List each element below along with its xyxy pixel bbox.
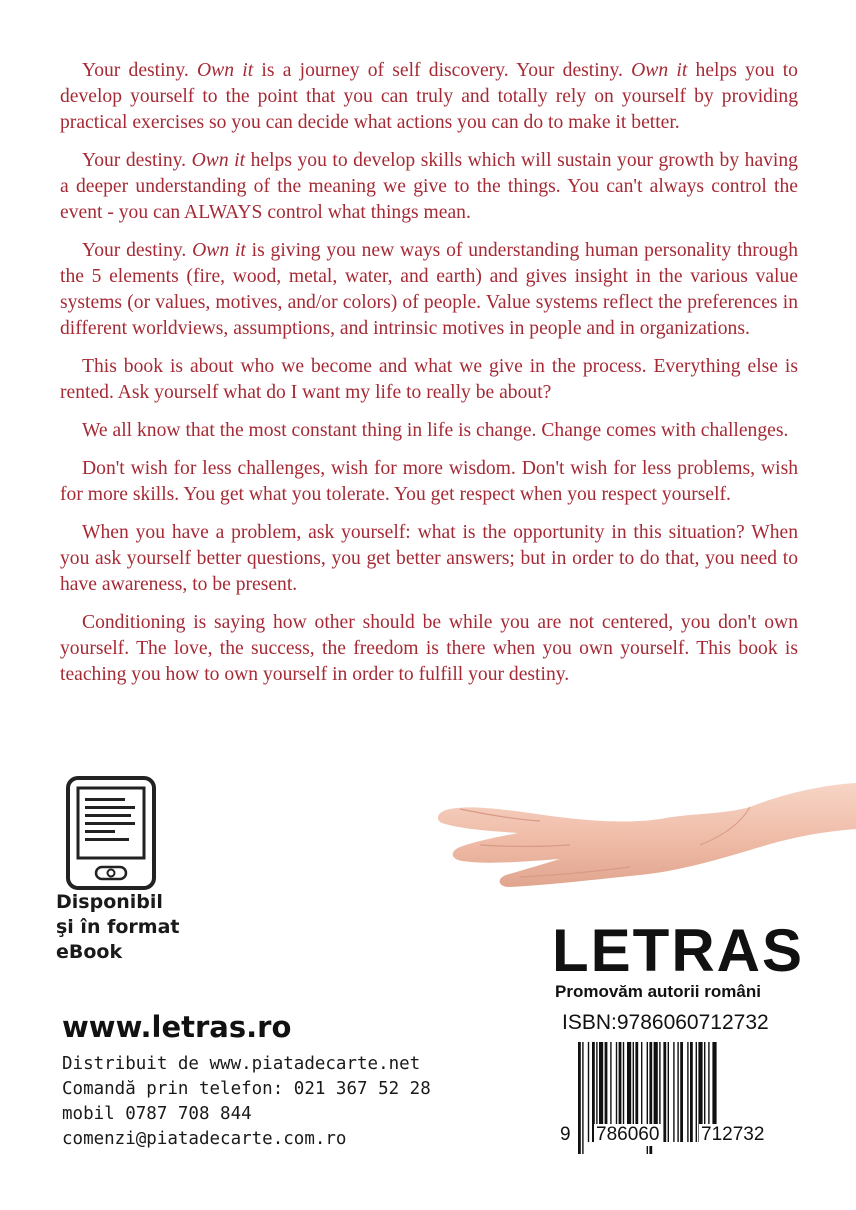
paragraph-2: Your destiny. Own it helps you to develop skills which will sustain your growth by having a deeper understanding of the meaning we give to the things. You can't always control the event - you can ALWAYS control what things mean. xyxy=(60,150,798,223)
barcode-bar xyxy=(673,1042,674,1142)
publisher-website: www.letras.ro xyxy=(62,1010,292,1044)
barcode-bar xyxy=(687,1042,688,1142)
paragraph-3: Your destiny. Own it is giving you new ways of understanding human personality through the 5 elements (fire, wood, metal, water, and earth) and gives insight in the various value systems (or values, motives, and/or colors) of people. Value systems reflect the preferences in different worldviews, assumptions, and intrinsic motives in people and in organizations. xyxy=(60,240,798,339)
book-description xyxy=(60,58,798,700)
italic-title: Own it xyxy=(191,150,246,171)
ereader-icon xyxy=(66,776,156,890)
ebook-availability: Disponibil şi în format eBook xyxy=(56,891,180,963)
paragraph-1: Your destiny. Own it is a journey of self discovery. Your destiny. Own it helps you to develop yourself to the point that you can truly and totally rely on yourself by providing practical exercises so you can decide what actions you can do to make it better. xyxy=(60,60,798,133)
paragraph-4: This book is about who we become and what we give in the process. Everything else is rented. Ask yourself what do I want my life to really be about? xyxy=(60,356,798,403)
barcode-bar xyxy=(588,1042,589,1142)
open-hand-illustration xyxy=(420,775,856,895)
italic-title: Own it xyxy=(631,60,688,81)
barcode-bar xyxy=(663,1042,666,1142)
barcode-bar xyxy=(677,1042,678,1142)
paragraph-8: Conditioning is saying how other should be while you are not centered, you don't own yourself. The love, the success, the freedom is there when you own yourself. This book is teaching you how to own yourself in order to fulfill your destiny. xyxy=(60,612,798,685)
barcode-bar xyxy=(578,1042,581,1154)
italic-title: Own it xyxy=(192,240,246,261)
barcode-bar xyxy=(696,1042,697,1142)
distributor-line: Distribuit de www.piatadecarte.net xyxy=(62,1054,421,1074)
phone-line: Comandă prin telefon: 021 367 52 28 xyxy=(62,1079,431,1099)
barcode-bar xyxy=(690,1042,693,1142)
barcode-digits-left: 786060 xyxy=(596,1124,660,1145)
barcode-bar xyxy=(668,1042,669,1142)
email-line: comenzi@piatadecarte.com.ro xyxy=(62,1129,347,1149)
barcode-bar xyxy=(582,1042,583,1154)
distribution-info xyxy=(62,1052,431,1152)
paragraph-5: We all know that the most constant thing in life is change. Change comes with challenges. xyxy=(82,420,789,441)
italic-title: Own it xyxy=(197,60,254,81)
isbn-label: ISBN:9786060712732 xyxy=(562,1011,769,1034)
mobile-line: mobil 0787 708 844 xyxy=(62,1104,252,1124)
paragraph-7: When you have a problem, ask yourself: what is the opportunity in this situation? When you ask yourself better questions, you get better answers; but in order to do that, you need to have awareness, to be present. xyxy=(60,522,798,595)
publisher-logo: LETRAS xyxy=(552,917,804,984)
paragraph-6: Don't wish for less challenges, wish for more wisdom. Don't wish for less problems, wish for more skills. You get what you tolerate. You get respect when you respect yourself. xyxy=(60,458,798,505)
publisher-tagline: Promovăm autorii români xyxy=(555,982,761,1001)
barcode-bar xyxy=(680,1042,683,1142)
barcode xyxy=(556,1042,800,1160)
barcode-digit-first: 9 xyxy=(560,1124,571,1145)
barcode-digits-right: 712732 xyxy=(701,1124,765,1145)
